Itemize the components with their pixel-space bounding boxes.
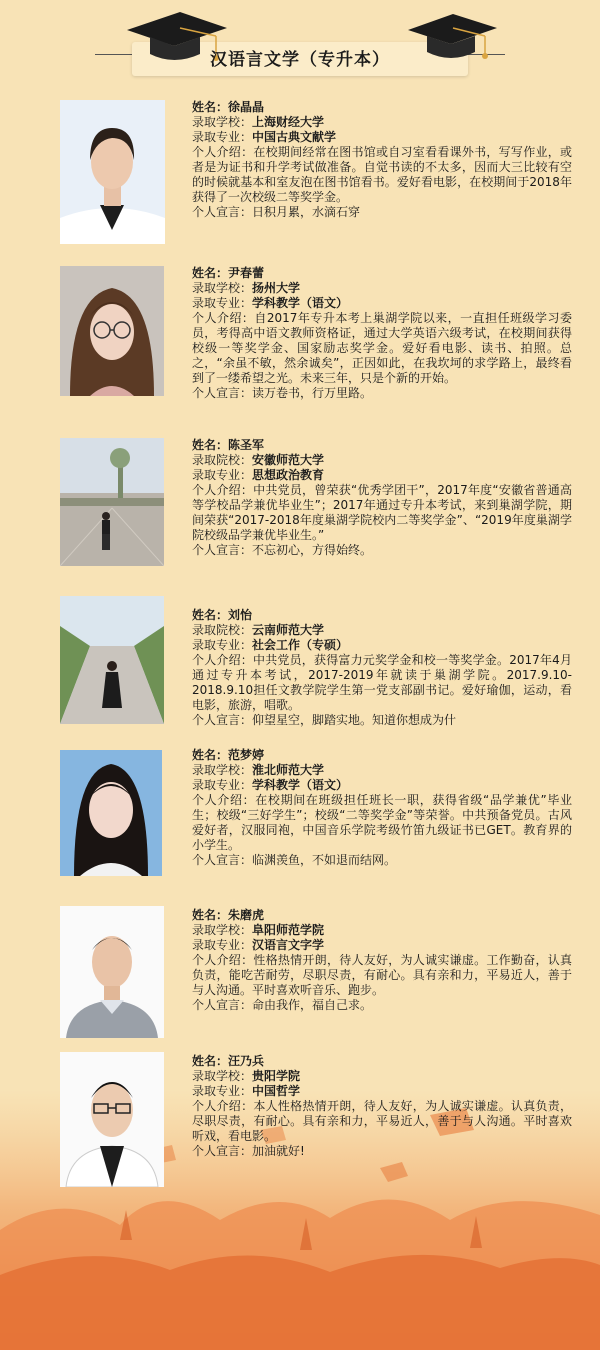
student-photo xyxy=(60,596,164,724)
student-motto: 日积月累，水滴石穿 xyxy=(252,205,361,219)
student-intro: 性格热情开朗，待人友好，为人诚实谦虚。工作勤奋，认真负责，能吃苦耐劳，尽职尽责，有耐心。具有亲和力，平易近人，善于与人沟通。平时喜欢听音乐、跑步。 xyxy=(192,953,572,997)
major-label: 录取专业： xyxy=(192,938,253,952)
school-label: 录取学校： xyxy=(192,1069,253,1083)
student-photo xyxy=(60,100,165,244)
student-name: 朱磨虎 xyxy=(228,908,265,922)
name-label: 姓名： xyxy=(192,266,229,280)
student-motto: 加油就好! xyxy=(252,1144,305,1158)
student-motto: 命由我作，福自己求。 xyxy=(252,998,373,1012)
student-photo xyxy=(60,438,164,566)
major-label: 录取专业： xyxy=(192,778,253,792)
student-school: 上海财经大学 xyxy=(252,115,325,129)
name-label: 姓名： xyxy=(192,438,229,452)
name-label: 姓名： xyxy=(192,1054,229,1068)
student-info xyxy=(192,1054,572,1159)
student-school: 云南师范大学 xyxy=(252,623,325,637)
student-school: 扬州大学 xyxy=(252,281,301,295)
motto-label: 个人宣言： xyxy=(192,853,253,867)
student-major: 中国古典文献学 xyxy=(252,130,337,144)
major-label: 录取专业： xyxy=(192,1084,253,1098)
motto-label: 个人宣言： xyxy=(192,543,253,557)
intro-label: 个人介绍： xyxy=(192,483,254,497)
major-label: 录取专业： xyxy=(192,130,253,144)
student-intro: 在校期间在班级担任班长一职，获得省级“品学兼优”毕业生；校级“三好学生”；校级“二等奖学金”等荣誉。中共预备党员。古风爱好者，汉服同袍，中国音乐学院考级竹笛九级证书已GET。教育界的小学生。 xyxy=(192,793,572,852)
student-name: 范梦婷 xyxy=(228,748,265,762)
major-label: 录取专业： xyxy=(192,468,253,482)
school-label: 录取学校： xyxy=(192,763,253,777)
student-info xyxy=(192,748,572,868)
student-motto: 不忘初心，方得始终。 xyxy=(252,543,373,557)
student-major: 学科教学（语文） xyxy=(252,296,349,310)
student-school: 阜阳师范学院 xyxy=(252,923,325,937)
student-name: 尹春蕾 xyxy=(228,266,265,280)
student-photo xyxy=(60,266,164,396)
student-motto: 仰望星空，脚踏实地。知道你想成为什 xyxy=(252,713,457,727)
student-info xyxy=(192,908,572,1013)
student-motto: 读万卷书，行万里路。 xyxy=(252,386,373,400)
student-photo xyxy=(60,750,162,876)
intro-label: 个人介绍： xyxy=(192,311,255,325)
student-intro: 中共党员，曾荣获“优秀学团干”，2017年度“安徽省普通高等学校品学兼优毕业生”；2017年通过专升本考试，来到巢湖学院，期间荣获“2017-2018年度巢湖学院校内二等奖学金”、“2019年度巢湖学院校级品学兼优毕业生。” xyxy=(192,483,572,542)
motto-label: 个人宣言： xyxy=(192,205,253,219)
motto-label: 个人宣言： xyxy=(192,998,253,1012)
student-intro: 自2017年专升本考上巢湖学院以来，一直担任班级学习委员，考得高中语文教师资格证，通过大学英语六级考试，在校期间获得校级一等奖学金、国家励志奖学金。爱好看电影、读书、拍照。总之，“余虽不敏，然余诚矣”，正因如此，在我坎坷的求学路上，最终看到了一缕希望之光。未来三年，只是个新的开始。 xyxy=(192,311,572,385)
student-photo xyxy=(60,906,164,1038)
student-name: 陈圣军 xyxy=(228,438,265,452)
student-intro: 在校期间经常在图书馆或自习室看看课外书，写写作业，或者是为证书和升学考试做准备。自觉书读的不太多，因而大三比较有空的时候就基本和室友泡在图书馆看书。爱好看电影，在校期间于2018年获得了一次校级二等奖学金。 xyxy=(192,145,572,204)
name-label: 姓名： xyxy=(192,608,229,622)
student-major: 中国哲学 xyxy=(252,1084,301,1098)
student-info xyxy=(192,266,572,401)
intro-label: 个人介绍： xyxy=(192,793,256,807)
student-major: 社会工作（专硕） xyxy=(252,638,349,652)
school-label: 录取学校： xyxy=(192,281,253,295)
student-major: 汉语言文字学 xyxy=(252,938,325,952)
major-label: 录取专业： xyxy=(192,638,253,652)
student-major: 学科教学（语文） xyxy=(252,778,349,792)
page-title: 汉语言文学（专升本） xyxy=(210,50,390,70)
student-name: 刘怡 xyxy=(228,608,253,622)
school-label: 录取院校： xyxy=(192,623,253,637)
motto-label: 个人宣言： xyxy=(192,386,253,400)
student-name: 徐晶晶 xyxy=(228,100,265,114)
intro-label: 个人介绍： xyxy=(192,653,253,667)
student-intro: 中共党员，获得富力元奖学金和校一等奖学金。2017年4月通过专升本考试，2017-2019年就读于巢湖学院。2017.9.10-2018.9.10担任文教学院学生第一党支部副书记。爱好瑜伽，运动，看电影，旅游，唱歌。 xyxy=(192,653,572,712)
intro-label: 个人介绍： xyxy=(192,1099,254,1113)
student-photo xyxy=(60,1052,164,1187)
student-school: 淮北师范大学 xyxy=(252,763,325,777)
intro-label: 个人介绍： xyxy=(192,953,254,967)
student-intro: 本人性格热情开朗，待人友好，为人诚实谦虚。认真负责，尽职尽责，有耐心。具有亲和力，平易近人，善于与人沟通。平时喜欢听戏，看电影。 xyxy=(192,1099,572,1143)
student-school: 贵阳学院 xyxy=(252,1069,301,1083)
school-label: 录取学校： xyxy=(192,923,253,937)
motto-label: 个人宣言： xyxy=(192,713,253,727)
student-name: 汪乃兵 xyxy=(228,1054,265,1068)
name-label: 姓名： xyxy=(192,908,229,922)
student-motto: 临渊羡鱼，不如退而结网。 xyxy=(252,853,397,867)
name-label: 姓名： xyxy=(192,100,229,114)
student-info xyxy=(192,608,572,728)
major-label: 录取专业： xyxy=(192,296,253,310)
student-info xyxy=(192,438,572,558)
intro-label: 个人介绍： xyxy=(192,145,254,159)
student-major: 思想政治教育 xyxy=(252,468,325,482)
school-label: 录取学校： xyxy=(192,115,253,129)
school-label: 录取院校： xyxy=(192,453,253,467)
student-school: 安徽师范大学 xyxy=(252,453,325,467)
name-label: 姓名： xyxy=(192,748,229,762)
student-info xyxy=(192,100,572,220)
motto-label: 个人宣言： xyxy=(192,1144,253,1158)
